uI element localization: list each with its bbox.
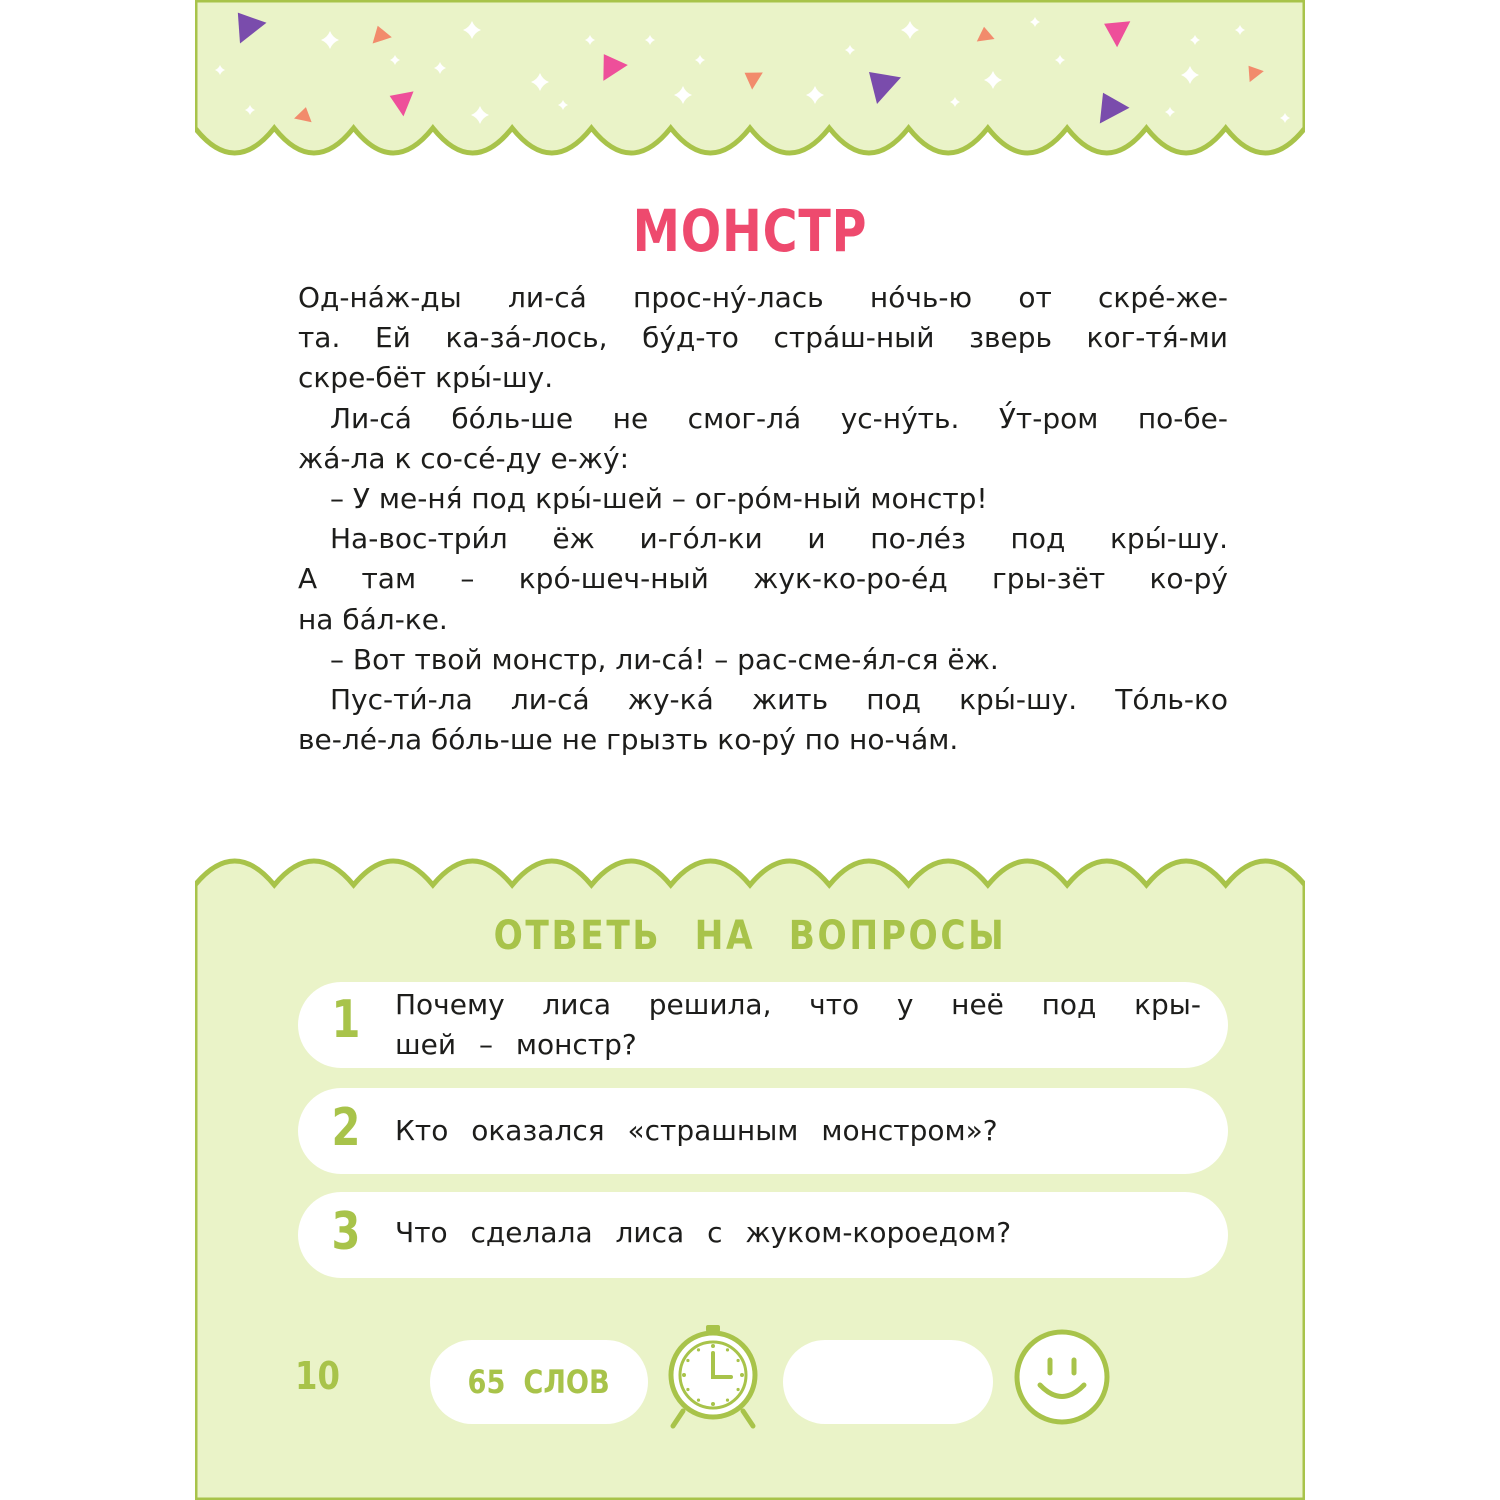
- story-line: Од-на́ж-ды ли-са́ прос-ну́-лась но́чь-ю от скре́-же-: [298, 281, 1228, 314]
- word-count-label: 65 СЛОВ: [467, 1363, 611, 1401]
- alarm-clock-icon: [663, 1325, 763, 1431]
- top-decor-band: [195, 0, 1305, 160]
- question-line: Что сделала лиса с жуком-короедом?: [395, 1216, 1012, 1249]
- question-number: 2: [331, 1098, 361, 1158]
- story-line: жа́-ла к со-се́-ду е-жу́:: [298, 441, 629, 475]
- story-line: на ба́л-ке.: [298, 602, 448, 636]
- story-title: МОНСТР: [632, 197, 868, 265]
- question-line: Почему лиса решила, что у неё под кры-: [395, 988, 1201, 1021]
- reading-time-field[interactable]: [783, 1340, 993, 1424]
- question-card-3: [298, 1192, 1228, 1278]
- story-line: скре-бёт кры́-шу.: [298, 361, 554, 395]
- book-page: [195, 0, 1305, 1500]
- question-text: [395, 1213, 1201, 1253]
- story-line: Ли-са́ бо́ль-ше не смог-ла́ ус-ну́ть. У́т-ром по-бе-: [330, 401, 1228, 435]
- word-count-badge: [430, 1340, 648, 1424]
- story-text: [298, 278, 1228, 760]
- story-line: А там – кро́-шеч-ный жук-ко-ро-е́д гры-зёт ко-ру́: [298, 562, 1228, 596]
- story-line: ве-ле́-ла бо́ль-ше не грызть ко-ру́ по но-ча́м.: [298, 723, 959, 757]
- smiley-face-icon: [1013, 1328, 1111, 1426]
- page-number: 10: [295, 1354, 340, 1398]
- question-card-1: [298, 982, 1228, 1068]
- story-line: На-вос-три́л ёж и-го́л-ки и по-ле́з под кры́-шу.: [330, 522, 1228, 556]
- question-line: Кто оказался «страшным монстром»?: [395, 1114, 998, 1147]
- question-line: шей – монстр?: [395, 1028, 637, 1061]
- question-text: [395, 985, 1201, 1065]
- story-line: Пус-ти́-ла ли-са́ жу-ка́ жить под кры́-шу. То́ль-ко: [330, 682, 1228, 716]
- question-number: 1: [331, 990, 361, 1050]
- story-line: – У ме-ня́ под кры́-шей – ог-ро́м-ный монстр!: [330, 481, 988, 515]
- question-card-2: [298, 1088, 1228, 1174]
- story-line: – Вот твой монстр, ли-са́! – рас-сме-я́л-ся ёж.: [330, 642, 999, 676]
- story-line: та. Ей ка-за́-лось, бу́д-то стра́ш-ный зверь ког-тя́-ми: [298, 321, 1228, 355]
- question-number: 3: [331, 1202, 361, 1262]
- question-text: [395, 1111, 1201, 1151]
- questions-title: ОТВЕТЬ НА ВОПРОСЫ: [493, 913, 1007, 959]
